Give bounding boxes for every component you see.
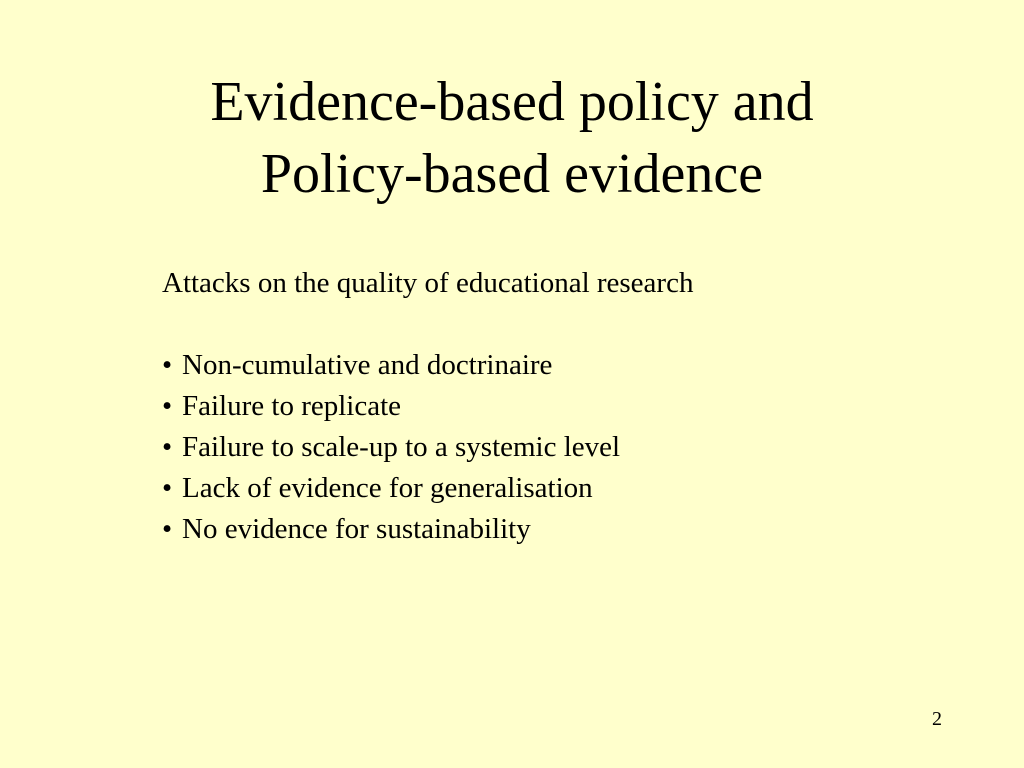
- bullet-icon: •: [162, 472, 173, 504]
- bullet-icon: •: [162, 390, 173, 422]
- bullet-text: Failure to scale-up to a systemic level: [182, 431, 621, 463]
- slide-title-line-1: Evidence-based policy and: [210, 71, 814, 133]
- bullet-item: [162, 386, 942, 427]
- intro-text: Attacks on the quality of educational research: [162, 267, 694, 299]
- page-number: 2: [932, 708, 942, 730]
- slide-title-line-2: Policy-based evidence: [260, 143, 764, 205]
- bullet-list: [162, 345, 942, 550]
- bullet-item: [162, 509, 942, 550]
- bullet-item: [162, 427, 942, 468]
- bullet-icon: •: [162, 513, 173, 545]
- bullet-item: [162, 345, 942, 386]
- bullet-item: [162, 468, 942, 509]
- bullet-text: Failure to replicate: [182, 390, 402, 422]
- bullet-text: Lack of evidence for generalisation: [182, 472, 593, 504]
- bullet-text: No evidence for sustainability: [182, 513, 531, 545]
- bullet-icon: •: [162, 431, 173, 463]
- bullet-icon: •: [162, 349, 173, 381]
- slide-body: [162, 263, 942, 550]
- bullet-text: Non-cumulative and doctrinaire: [182, 349, 553, 381]
- slide-title: [0, 66, 1024, 210]
